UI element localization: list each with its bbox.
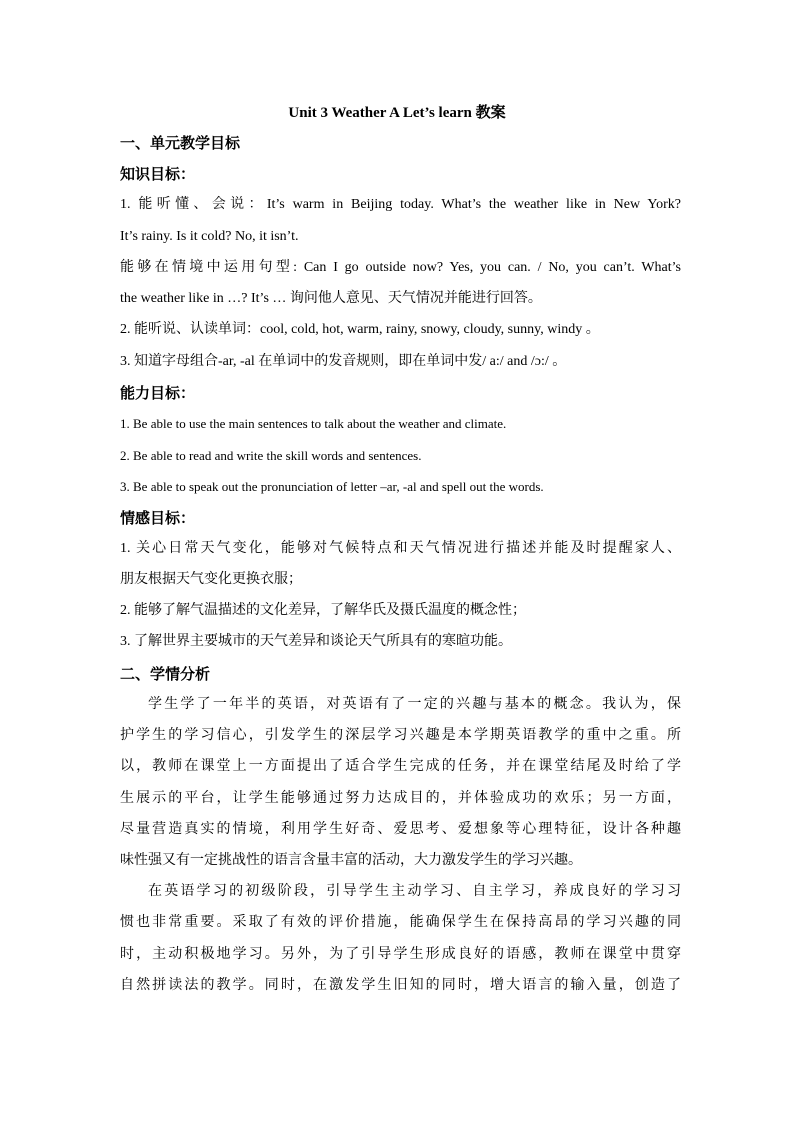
emotion-line: 1. 关心日常天气变化，能够对气候特点和天气情况进行描述并能及时提醒家人、 [120, 541, 681, 556]
analysis-paragraph-line: 尽量营造真实的情境，利用学生好奇、爱思考、爱想象等心理特征，设计各种趣 [120, 822, 681, 837]
knowledge-line: It’s rainy. Is it cold? No, it isn’t. [120, 229, 299, 244]
analysis-paragraph-line: 在英语学习的初级阶段，引导学生主动学习、自主学习，养成良好的学习习 [148, 884, 681, 899]
ability-line: 2. Be able to read and write the skill words and sentences. [120, 448, 422, 463]
analysis-paragraph-line: 时，主动积极地学习。另外，为了引导学生形成良好的语感，教师在课堂中贯穿 [120, 947, 681, 962]
emotion-line: 朋友根据天气变化更换衣服； [120, 572, 302, 587]
section-heading-analysis: 二、学情分析 [120, 665, 211, 683]
knowledge-line: 2. 能听说、认读单词：cool, cold, hot, warm, rainy, snowy, cloudy, sunny, windy 。 [120, 322, 600, 337]
ability-line: 1. Be able to use the main sentences to talk about the weather and climate. [120, 416, 507, 431]
analysis-paragraph-line: 护学生的学习信心，引发学生的深层学习兴趣是本学期英语教学的重中之重。所 [120, 728, 681, 743]
emotion-line: 2. 能够了解气温描述的文化差异，了解华氏及摄氏温度的概念性； [120, 603, 526, 618]
analysis-paragraph-line: 味性强又有一定挑战性的语言含量丰富的活动，大力激发学生的学习兴趣。 [120, 853, 582, 868]
analysis-paragraph-line: 生展示的平台，让学生能够通过努力达成目的，并体验成功的欢乐；另一方面， [120, 791, 681, 806]
document-title: Unit 3 Weather A Let’s learn 教案 [288, 105, 506, 121]
section-heading-goals: 一、单元教学目标 [120, 134, 241, 152]
subheading-ability: 能力目标： [120, 384, 196, 402]
analysis-paragraph-line: 学生学了一年半的英语，对英语有了一定的兴趣与基本的概念。我认为，保 [148, 697, 681, 712]
knowledge-line: 能够在情境中运用句型: Can I go outside now? Yes, you can. / No, you can’t. What’s [120, 260, 681, 275]
knowledge-line: 1. 能听懂、会说：It’s warm in Beijing today. What’s the weather like in New York? [120, 197, 681, 212]
knowledge-line: 3. 知道字母组合-ar, -al 在单词中的发音规则，即在单词中发/ a:/ and /ɔ:/ 。 [120, 354, 567, 369]
subheading-knowledge: 知识目标： [120, 165, 196, 183]
emotion-line: 3. 了解世界主要城市的天气差异和谈论天气所具有的寒暄功能。 [120, 634, 512, 649]
analysis-paragraph-line: 自然拼读法的教学。同时，在激发学生旧知的同时，增大语言的输入量，创造了 [120, 978, 681, 993]
subheading-emotion: 情感目标： [120, 509, 196, 527]
analysis-paragraph-line: 惯也非常重要。采取了有效的评价措施，能确保学生在保持高昂的学习兴趣的同 [120, 915, 681, 930]
knowledge-line: the weather like in …? It’s … 询问他人意见、天气情况并能进行回答。 [120, 291, 542, 306]
ability-line: 3. Be able to speak out the pronunciation of letter –ar, -al and spell out the words. [120, 479, 544, 494]
analysis-paragraph-line: 以，教师在课堂上一方面提出了适合学生完成的任务，并在课堂结尾及时给了学 [120, 759, 681, 774]
